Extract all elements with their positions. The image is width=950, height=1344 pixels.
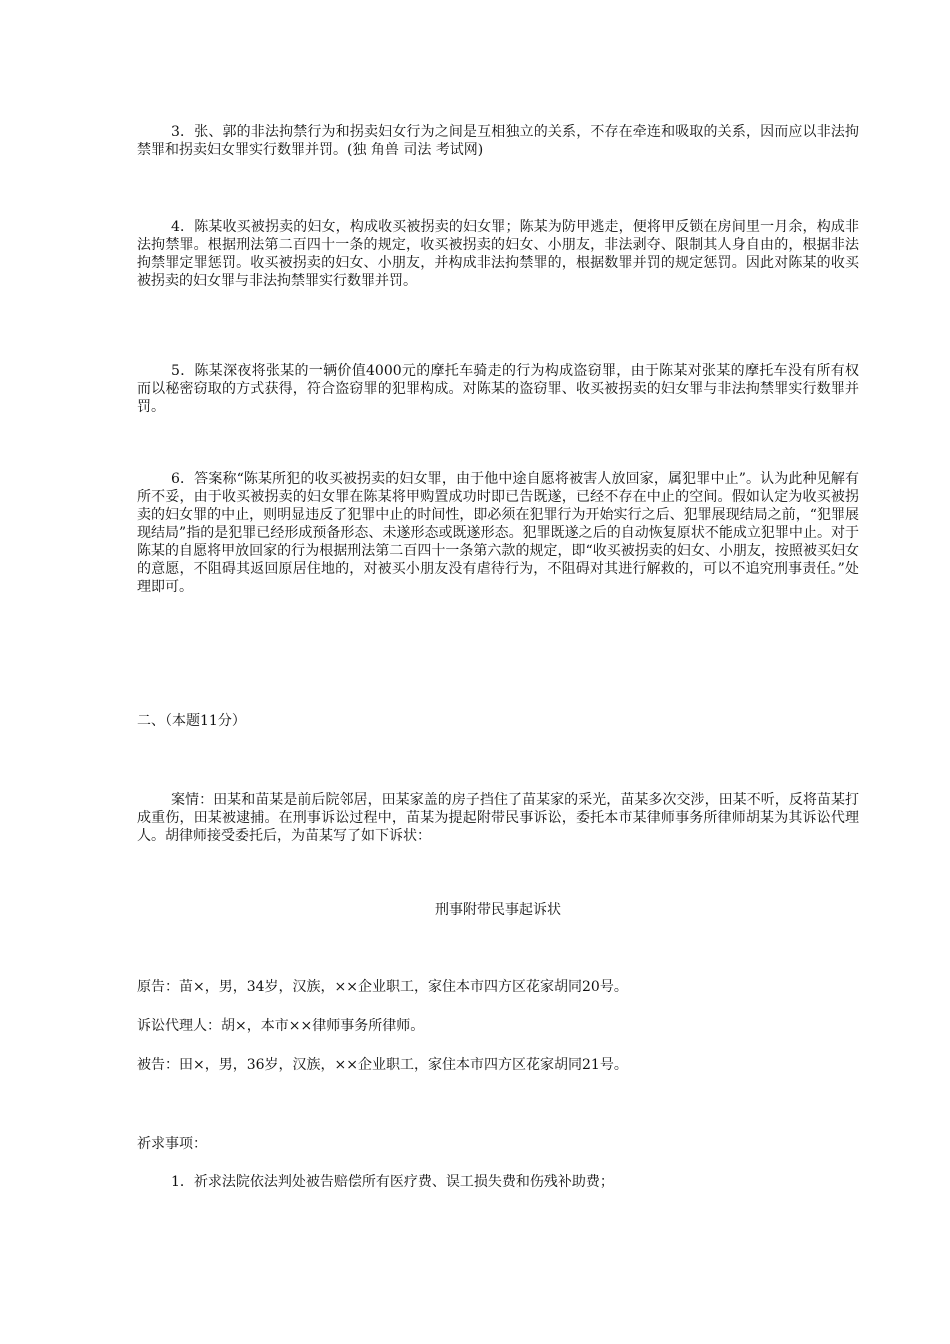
agent-line: 诉讼代理人：胡×，本市××律师事务所律师。 [137,1018,425,1034]
answer-paragraph-6: 6．答案称“陈某所犯的收买被拐卖的妇女罪，由于他中途自愿将被害人放回家，属犯罪中止”。认为此种见解有所不妥，由于收买被拐卖的妇女罪在陈某将甲购置成功时即已告既遂，已经不存在中止的空间。假如认定为收买被拐卖的妇女罪的中止，则明显违反了犯罪中止的时间性，即必须在犯罪行为开始实行之后、犯罪展现结局之前，“犯罪展现结局”指的是犯罪已经形成预备形态、未遂形态或既遂形态。犯罪既遂之后的自动恢复原状不能成立犯罪中止。对于陈某的自愿将甲放回家的行为根据刑法第二百四十一条第六款的规定，即“收买被拐卖的妇女、小朋友，按照被买妇女的意愿，不阻碍其返回原居住地的，对被买小朋友没有虐待行为，不阻碍对其进行解救的，可以不追究刑事责任。”处理即可。 [137,471,859,595]
plaintiff-line: 原告：苗×，男，34岁，汉族，××企业职工，家住本市四方区花家胡同20号。 [137,979,628,995]
answer-paragraph-4: 4．陈某收买被拐卖的妇女，构成收买被拐卖的妇女罪；陈某为防甲逃走，便将甲反锁在房间里一月余，构成非法拘禁罪。根据刑法第二百四十一条的规定，收买被拐卖的妇女、小朋友，非法剥夺、限制其人身自由的，根据非法拘禁罪定罪惩罚。收买被拐卖的妇女、小朋友，并构成非法拘禁罪的，根据数罪并罚的规定惩罚。因此对陈某的收买被拐卖的妇女罪与非法拘禁罪实行数罪并罚。 [137,219,859,289]
section-heading: 二、（本题11分） [137,713,246,729]
defendant-line: 被告：田×，男，36岁，汉族，××企业职工，家住本市四方区花家胡同21号。 [137,1057,628,1073]
claims-heading: 祈求事项： [137,1136,207,1152]
case-description: 案情：田某和苗某是前后院邻居，田某家盖的房子挡住了苗某家的采光，苗某多次交涉，田某不听，反将苗某打成重伤，田某被逮捕。在刑事诉讼过程中，苗某为提起附带民事诉讼，委托本市某律师事务所律师胡某为其诉讼代理人。胡律师接受委托后，为苗某写了如下诉状： [137,792,859,844]
complaint-title: 刑事附带民事起诉状 [435,902,561,918]
answer-paragraph-5: 5．陈某深夜将张某的一辆价值4000元的摩托车骑走的行为构成盗窃罪，由于陈某对张某的摩托车没有所有权而以秘密窃取的方式获得，符合盗窃罪的犯罪构成。对陈某的盗窃罪、收买被拐卖的妇女罪与非法拘禁罪实行数罪并罚。 [137,363,859,415]
claim-item-1: 1．祈求法院依法判处被告赔偿所有医疗费、误工损失费和伤残补助费； [171,1174,614,1190]
answer-paragraph-3: 3．张、郭的非法拘禁行为和拐卖妇女行为之间是互相独立的关系，不存在牵连和吸取的关系，因而应以非法拘禁罪和拐卖妇女罪实行数罪并罚。(独 角兽 司法 考试网) [137,124,859,158]
